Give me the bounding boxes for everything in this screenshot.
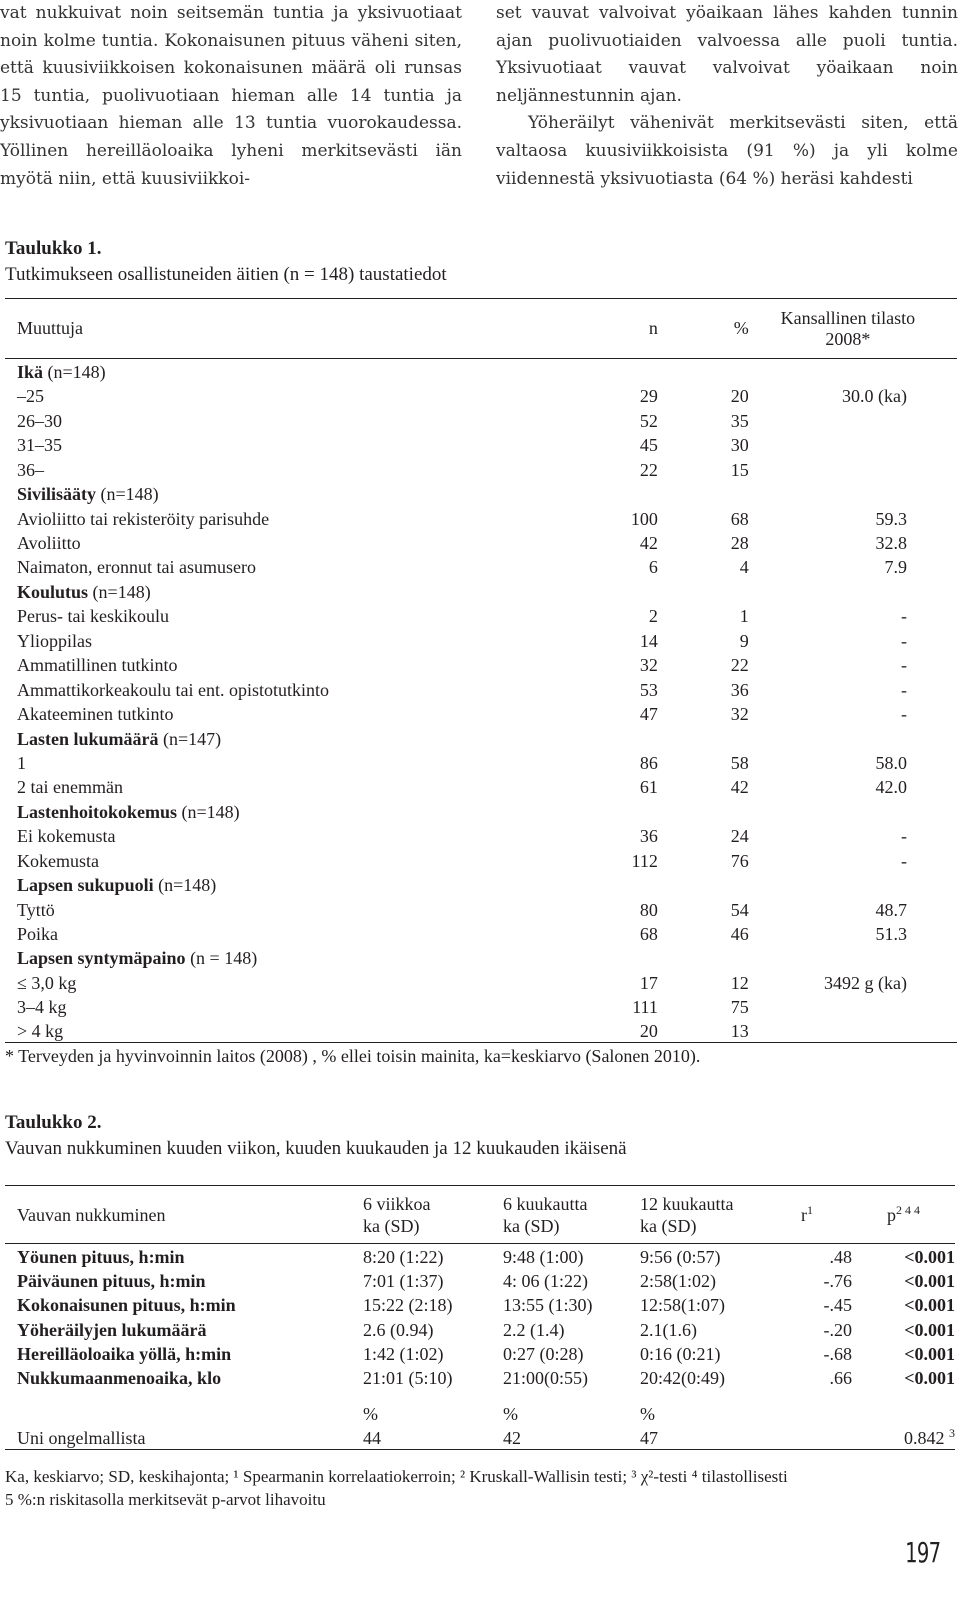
table-row — [5, 750, 957, 774]
table-row — [5, 701, 957, 725]
header-p-sup: 2 4 4 — [896, 1202, 920, 1217]
table-row — [5, 530, 957, 554]
header-line: 12 kuukautta — [640, 1193, 734, 1214]
body-text-columns — [0, 0, 960, 200]
row-label: Naimaton, eronnut tai asumusero — [17, 557, 256, 578]
table1-label: Taulukko 1. — [5, 238, 102, 259]
row-label — [5, 578, 589, 602]
cell-pct: 24 — [730, 826, 749, 847]
group-label: Lastenhoitokokemus — [17, 801, 178, 822]
cell-pct: 28 — [730, 533, 749, 553]
group-n: (n=147) — [158, 728, 222, 749]
cell-n — [589, 578, 658, 602]
cell-national — [749, 456, 957, 480]
header-p — [852, 1186, 955, 1244]
cell-6-months: 2.2 (1.4) — [503, 1319, 565, 1340]
cell-n: 100 — [630, 508, 658, 529]
header-national — [749, 299, 957, 359]
cell-p-text: <0.001 — [904, 1271, 955, 1292]
row-label: Ei kokemusta — [17, 826, 116, 847]
table2-caption — [5, 1110, 627, 1162]
cell-pct: 58 — [730, 752, 749, 773]
cell-p — [852, 1425, 955, 1449]
cell-pct: 30 — [730, 435, 749, 456]
row-label — [5, 1365, 363, 1389]
header-r — [762, 1186, 852, 1244]
cell-national: 3492 g (ka) — [824, 972, 907, 993]
cell-pct — [658, 872, 749, 896]
row-label: Avoliitto — [17, 533, 81, 553]
cell-pct: 4 — [739, 557, 749, 578]
header-n: n — [589, 299, 658, 359]
cell-n: 20 — [639, 1021, 658, 1042]
cell-national — [749, 725, 957, 749]
row-label: Ammatillinen tutkinto — [17, 655, 178, 676]
cell-national: - — [901, 704, 907, 725]
cell-p-text: 0.842 — [904, 1428, 945, 1449]
cell-n — [589, 798, 658, 822]
group-n: (n = 148) — [185, 948, 258, 969]
header-line: ka (SD) — [503, 1215, 560, 1236]
body-paragraph: set vauvat valvoivat yöaikaan lähes kahden tunnin ajan puolivuotiaiden valvoessa alle puoli tuntia. Yksivuotiaat vauvat valvoivat yöaikaan noin neljännestunnin ajan. — [496, 3, 958, 106]
row-label: 2 tai enemmän — [17, 777, 123, 798]
row-label-text: Kokonaisunen pituus, h:min — [17, 1295, 236, 1316]
cell-r: .48 — [829, 1246, 852, 1267]
cell-p — [852, 1341, 955, 1365]
table-row — [5, 1244, 955, 1268]
row-label: –25 — [17, 386, 44, 407]
table-pct-header-row — [5, 1389, 955, 1425]
cell-national: 42.0 — [875, 777, 907, 798]
cell-n — [589, 359, 658, 383]
header-pct: % — [658, 299, 749, 359]
header-6-weeks — [363, 1186, 503, 1244]
cell-pct — [658, 945, 749, 969]
cell-pct: 22 — [730, 655, 749, 676]
cell-r: -.45 — [823, 1295, 852, 1316]
empty-cell — [5, 1389, 363, 1425]
header-muuttuja: Muuttuja — [5, 299, 589, 359]
table-row — [5, 1341, 955, 1365]
table-row — [5, 994, 957, 1018]
table-row — [5, 603, 957, 627]
cell-national — [749, 994, 957, 1018]
body-text-left-column — [0, 0, 462, 193]
cell-p-text: <0.001 — [904, 1343, 955, 1364]
page-number: 197 — [904, 1536, 940, 1569]
cell-p — [852, 1292, 955, 1316]
cell-pct — [658, 725, 749, 749]
header-line: ka (SD) — [363, 1215, 420, 1236]
table-row — [5, 1316, 955, 1340]
cell-n — [589, 481, 658, 505]
cell-n: 29 — [639, 386, 658, 407]
cell-p-text: <0.001 — [904, 1368, 955, 1389]
cell-national: 7.9 — [884, 557, 907, 578]
cell-n: 80 — [639, 899, 658, 920]
header-national-line2: 2008* — [825, 328, 871, 349]
cell-national — [749, 872, 957, 896]
body-paragraph: vat nukkuivat noin seitsemän tuntia ja yksivuotiaat noin kolme tuntia. Kokonaisunen pituus väheni siten, että kuusiviikkoisen kokonaisunen määrä oli runsas 15 tuntia, puolivuotiaan hieman alle 14 tuntia ja yksivuotiaan hieman alle 13 tuntia vuorokaudessa. Yöllinen hereilläoloaika lyheni merkitsevästi iän myötä niin, että kuusiviikkoi- — [0, 3, 462, 189]
cell-n: 45 — [639, 435, 658, 456]
cell-n: 61 — [639, 777, 658, 798]
table-group-row — [5, 872, 957, 896]
cell-national: 58.0 — [875, 752, 907, 773]
cell-pct: 54 — [730, 899, 749, 920]
cell-12-months: 12:58(1:07) — [640, 1295, 725, 1316]
cell-pct: 12 — [730, 972, 749, 993]
cell-national: 51.3 — [875, 924, 907, 944]
header-line: ka (SD) — [640, 1215, 697, 1236]
cell-12-months: 9:56 (0:57) — [640, 1246, 721, 1267]
table-row — [5, 627, 957, 651]
group-label: Lasten lukumäärä — [17, 728, 159, 749]
group-n: (n=148) — [43, 361, 106, 382]
row-label: Akateeminen tutkinto — [17, 704, 174, 725]
cell-pct: 1 — [739, 606, 749, 627]
cell-p — [852, 1244, 955, 1268]
row-label — [5, 945, 589, 969]
row-label: 31–35 — [17, 435, 62, 456]
table2-title: Vauvan nukkuminen kuuden viikon, kuuden kuukauden ja 12 kuukauden ikäisenä — [5, 1138, 627, 1159]
cell-12-months: 2.1(1.6) — [640, 1319, 697, 1340]
cell-pct — [658, 359, 749, 383]
table-header-row — [5, 299, 957, 359]
table1 — [5, 298, 957, 1043]
row-label: Ylioppilas — [17, 630, 92, 651]
row-label: 26–30 — [17, 410, 62, 431]
row-label — [5, 798, 589, 822]
empty-cell — [762, 1425, 852, 1449]
table-group-row — [5, 798, 957, 822]
cell-national: 59.3 — [875, 508, 907, 529]
header-national-line1: Kansallinen tilasto — [780, 307, 916, 328]
group-n: (n=148) — [88, 581, 151, 602]
cell-national — [749, 359, 957, 383]
cell-r: -.20 — [823, 1319, 852, 1340]
cell-r: .66 — [829, 1368, 852, 1389]
empty-cell — [852, 1389, 955, 1425]
cell-n: 111 — [632, 997, 658, 1018]
cell-6-weeks: 15:22 (2:18) — [363, 1295, 453, 1316]
table-row — [5, 1292, 955, 1316]
row-label: Kokemusta — [17, 850, 99, 871]
row-label — [5, 1292, 363, 1316]
table1-title: Tutkimukseen osallistuneiden äitien (n = 148) taustatiedot — [5, 264, 447, 285]
cell-n: 32 — [639, 655, 658, 676]
cell-n: 22 — [639, 459, 658, 480]
header-variable: Vauvan nukkuminen — [5, 1186, 363, 1244]
table-group-row — [5, 725, 957, 749]
cell-6-weeks: 7:01 (1:37) — [363, 1271, 444, 1292]
cell-6-months: 9:48 (1:00) — [503, 1246, 584, 1267]
cell-pct: 46 — [730, 924, 749, 944]
table-row — [5, 456, 957, 480]
cell-6-months: 13:55 (1:30) — [503, 1295, 593, 1316]
cell-6-weeks: 21:01 (5:10) — [363, 1368, 453, 1389]
row-label-text: Yöheräilyjen lukumäärä — [17, 1319, 207, 1340]
row-label-text: Yöunen pituus, h:min — [17, 1246, 185, 1267]
cell-p — [852, 1316, 955, 1340]
cell-pct: 20 — [730, 386, 749, 407]
cell-national — [749, 798, 957, 822]
row-label: Uni ongelmallista — [17, 1428, 146, 1449]
cell-n: 36 — [639, 826, 658, 847]
cell-p — [852, 1268, 955, 1292]
table-header-row — [5, 1186, 955, 1244]
row-label — [5, 1341, 363, 1365]
row-label: 3–4 kg — [17, 997, 67, 1018]
cell-n: 14 — [639, 630, 658, 651]
cell-pct: 15 — [730, 459, 749, 480]
table-row — [5, 505, 957, 529]
table2-footnote — [5, 1465, 955, 1511]
cell-p-text: <0.001 — [904, 1319, 955, 1340]
cell-n: 112 — [631, 850, 658, 871]
cell-pct — [658, 578, 749, 602]
table-row — [5, 1425, 955, 1449]
table-row — [5, 1018, 957, 1042]
cell-12-months: 0:16 (0:21) — [640, 1343, 721, 1364]
cell-p-text: <0.001 — [904, 1246, 955, 1267]
table-row — [5, 407, 957, 431]
cell-r: -.76 — [823, 1271, 852, 1292]
table-group-row — [5, 481, 957, 505]
body-text-right-column — [496, 0, 958, 193]
cell-6-weeks: 8:20 (1:22) — [363, 1246, 444, 1267]
row-label-text: Päiväunen pituus, h:min — [17, 1271, 206, 1292]
cell-n: 17 — [639, 972, 658, 993]
cell-6-months: 4: 06 (1:22) — [503, 1271, 588, 1292]
table2-footnote-line2: 5 %:n riskitasolla merkitsevät p-arvot lihavoitu — [5, 1490, 326, 1509]
group-n: (n=148) — [96, 484, 159, 505]
row-label — [5, 359, 589, 383]
table-row — [5, 823, 957, 847]
row-label — [5, 872, 589, 896]
cell-pct — [658, 481, 749, 505]
row-label: Tyttö — [17, 899, 55, 920]
group-label: Lapsen sukupuoli — [17, 875, 154, 896]
group-label: Sivilisääty — [17, 484, 97, 505]
cell-national — [749, 578, 957, 602]
cell-p — [852, 1365, 955, 1389]
cell-national — [749, 945, 957, 969]
cell-n: 6 — [648, 557, 658, 578]
cell-n — [589, 945, 658, 969]
row-label — [5, 481, 589, 505]
body-paragraph: Yöheräilyt vähenivät merkitsevästi siten, että valtaosa kuusiviikkoisista (91 %) ja yli kolme viidennestä yksivuotiasta (64 %) heräsi kahdesti — [496, 113, 958, 189]
table-group-row — [5, 359, 957, 383]
group-n: (n=148) — [177, 801, 240, 822]
cell-r: -.68 — [823, 1343, 852, 1364]
cell-n: 53 — [639, 679, 658, 700]
header-r-sup: 1 — [807, 1202, 813, 1217]
row-label: Perus- tai keskikoulu — [17, 606, 169, 627]
cell-n: 68 — [639, 924, 658, 944]
table-row — [5, 1365, 955, 1389]
cell-national — [749, 407, 957, 431]
cell-national: 32.8 — [875, 533, 907, 553]
header-6-months — [503, 1186, 640, 1244]
row-label-text: Hereilläoloaika yöllä, h:min — [17, 1343, 232, 1364]
empty-cell — [762, 1389, 852, 1425]
cell-6-weeks: 44 — [363, 1428, 381, 1449]
cell-pct: 36 — [730, 679, 749, 700]
row-label — [5, 725, 589, 749]
cell-national: - — [901, 850, 907, 871]
cell-pct: 32 — [730, 704, 749, 725]
cell-pct: 75 — [730, 997, 749, 1018]
cell-n — [589, 725, 658, 749]
cell-national: - — [901, 655, 907, 676]
cell-n: 47 — [639, 704, 658, 725]
table-row — [5, 383, 957, 407]
cell-national: - — [901, 606, 907, 627]
row-label: 36– — [17, 459, 44, 480]
table2-footnote-line1: Ka, keskiarvo; SD, keskihajonta; ¹ Spearmanin korrelaatiokerroin; ² Kruskall-Wallisin testi; ³ χ²-testi ⁴ tilastollisesti — [5, 1467, 788, 1486]
cell-pct: 76 — [730, 850, 749, 871]
pct-6-months: % — [503, 1404, 518, 1425]
table-row — [5, 774, 957, 798]
table-row — [5, 847, 957, 871]
table-row — [5, 921, 957, 945]
group-n: (n=148) — [153, 875, 217, 896]
cell-n — [589, 872, 658, 896]
table1-body — [5, 359, 957, 1043]
cell-12-months: 47 — [640, 1428, 658, 1449]
table2-body — [5, 1244, 955, 1450]
group-label: Ikä — [17, 361, 44, 382]
cell-6-weeks: 2.6 (0.94) — [363, 1319, 434, 1340]
cell-n: 2 — [648, 606, 658, 627]
group-label: Lapsen syntymäpaino — [17, 948, 186, 969]
table-row — [5, 432, 957, 456]
cell-pct: 35 — [730, 410, 749, 431]
table2 — [5, 1185, 955, 1450]
cell-national: - — [901, 679, 907, 700]
row-label — [5, 1244, 363, 1268]
header-12-months — [640, 1186, 762, 1244]
row-label: 1 — [17, 752, 26, 773]
cell-pct — [658, 798, 749, 822]
cell-national: 48.7 — [875, 899, 907, 920]
cell-n: 42 — [639, 533, 658, 553]
row-label: > 4 kg — [17, 1021, 64, 1042]
header-line: 6 kuukautta — [503, 1193, 588, 1214]
cell-p-text: <0.001 — [904, 1295, 955, 1316]
cell-pct: 42 — [730, 777, 749, 798]
table2-label: Taulukko 2. — [5, 1112, 102, 1133]
cell-national — [749, 1018, 957, 1042]
cell-pct: 13 — [730, 1021, 749, 1042]
row-label-text: Nukkumaanmenoaika, klo — [17, 1368, 222, 1389]
cell-6-weeks: 1:42 (1:02) — [363, 1343, 444, 1364]
row-label — [5, 1268, 363, 1292]
table-group-row — [5, 945, 957, 969]
table-row — [5, 652, 957, 676]
header-line: 6 viikkoa — [363, 1193, 431, 1214]
table-group-row — [5, 578, 957, 602]
row-label: Avioliitto tai rekisteröity parisuhde — [17, 508, 270, 529]
cell-national: 30.0 (ka) — [842, 386, 907, 407]
cell-12-months: 2:58(1:02) — [640, 1271, 716, 1292]
table-row — [5, 969, 957, 993]
cell-pct: 9 — [739, 630, 749, 651]
pct-6-weeks: % — [363, 1404, 378, 1425]
cell-6-months: 42 — [503, 1428, 521, 1449]
row-label: Ammattikorkeakoulu tai ent. opistotutkinto — [17, 679, 329, 700]
table1-caption — [5, 236, 447, 288]
row-label: Poika — [17, 924, 59, 944]
table-row — [5, 676, 957, 700]
group-label: Koulutus — [17, 581, 89, 602]
row-label — [5, 1316, 363, 1340]
table1-footnote: * Terveyden ja hyvinvoinnin laitos (2008) , % ellei toisin mainita, ka=keskiarvo (Salonen 2010). — [5, 1046, 701, 1066]
cell-national — [749, 432, 957, 456]
cell-national: - — [901, 630, 907, 651]
cell-n: 86 — [639, 752, 658, 773]
row-label: ≤ 3,0 kg — [17, 972, 77, 993]
cell-n: 52 — [639, 410, 658, 431]
cell-12-months: 20:42(0:49) — [640, 1368, 725, 1389]
table-row — [5, 554, 957, 578]
cell-national — [749, 481, 957, 505]
table-row — [5, 896, 957, 920]
cell-p-sup: 3 — [949, 1426, 955, 1441]
cell-national: - — [901, 826, 907, 847]
cell-pct: 68 — [730, 508, 749, 529]
cell-6-months: 21:00(0:55) — [503, 1368, 588, 1389]
cell-6-months: 0:27 (0:28) — [503, 1343, 584, 1364]
header-r-text: r — [801, 1204, 807, 1225]
header-p-text: p — [887, 1204, 896, 1225]
pct-12-months: % — [640, 1404, 655, 1425]
table-row — [5, 1268, 955, 1292]
